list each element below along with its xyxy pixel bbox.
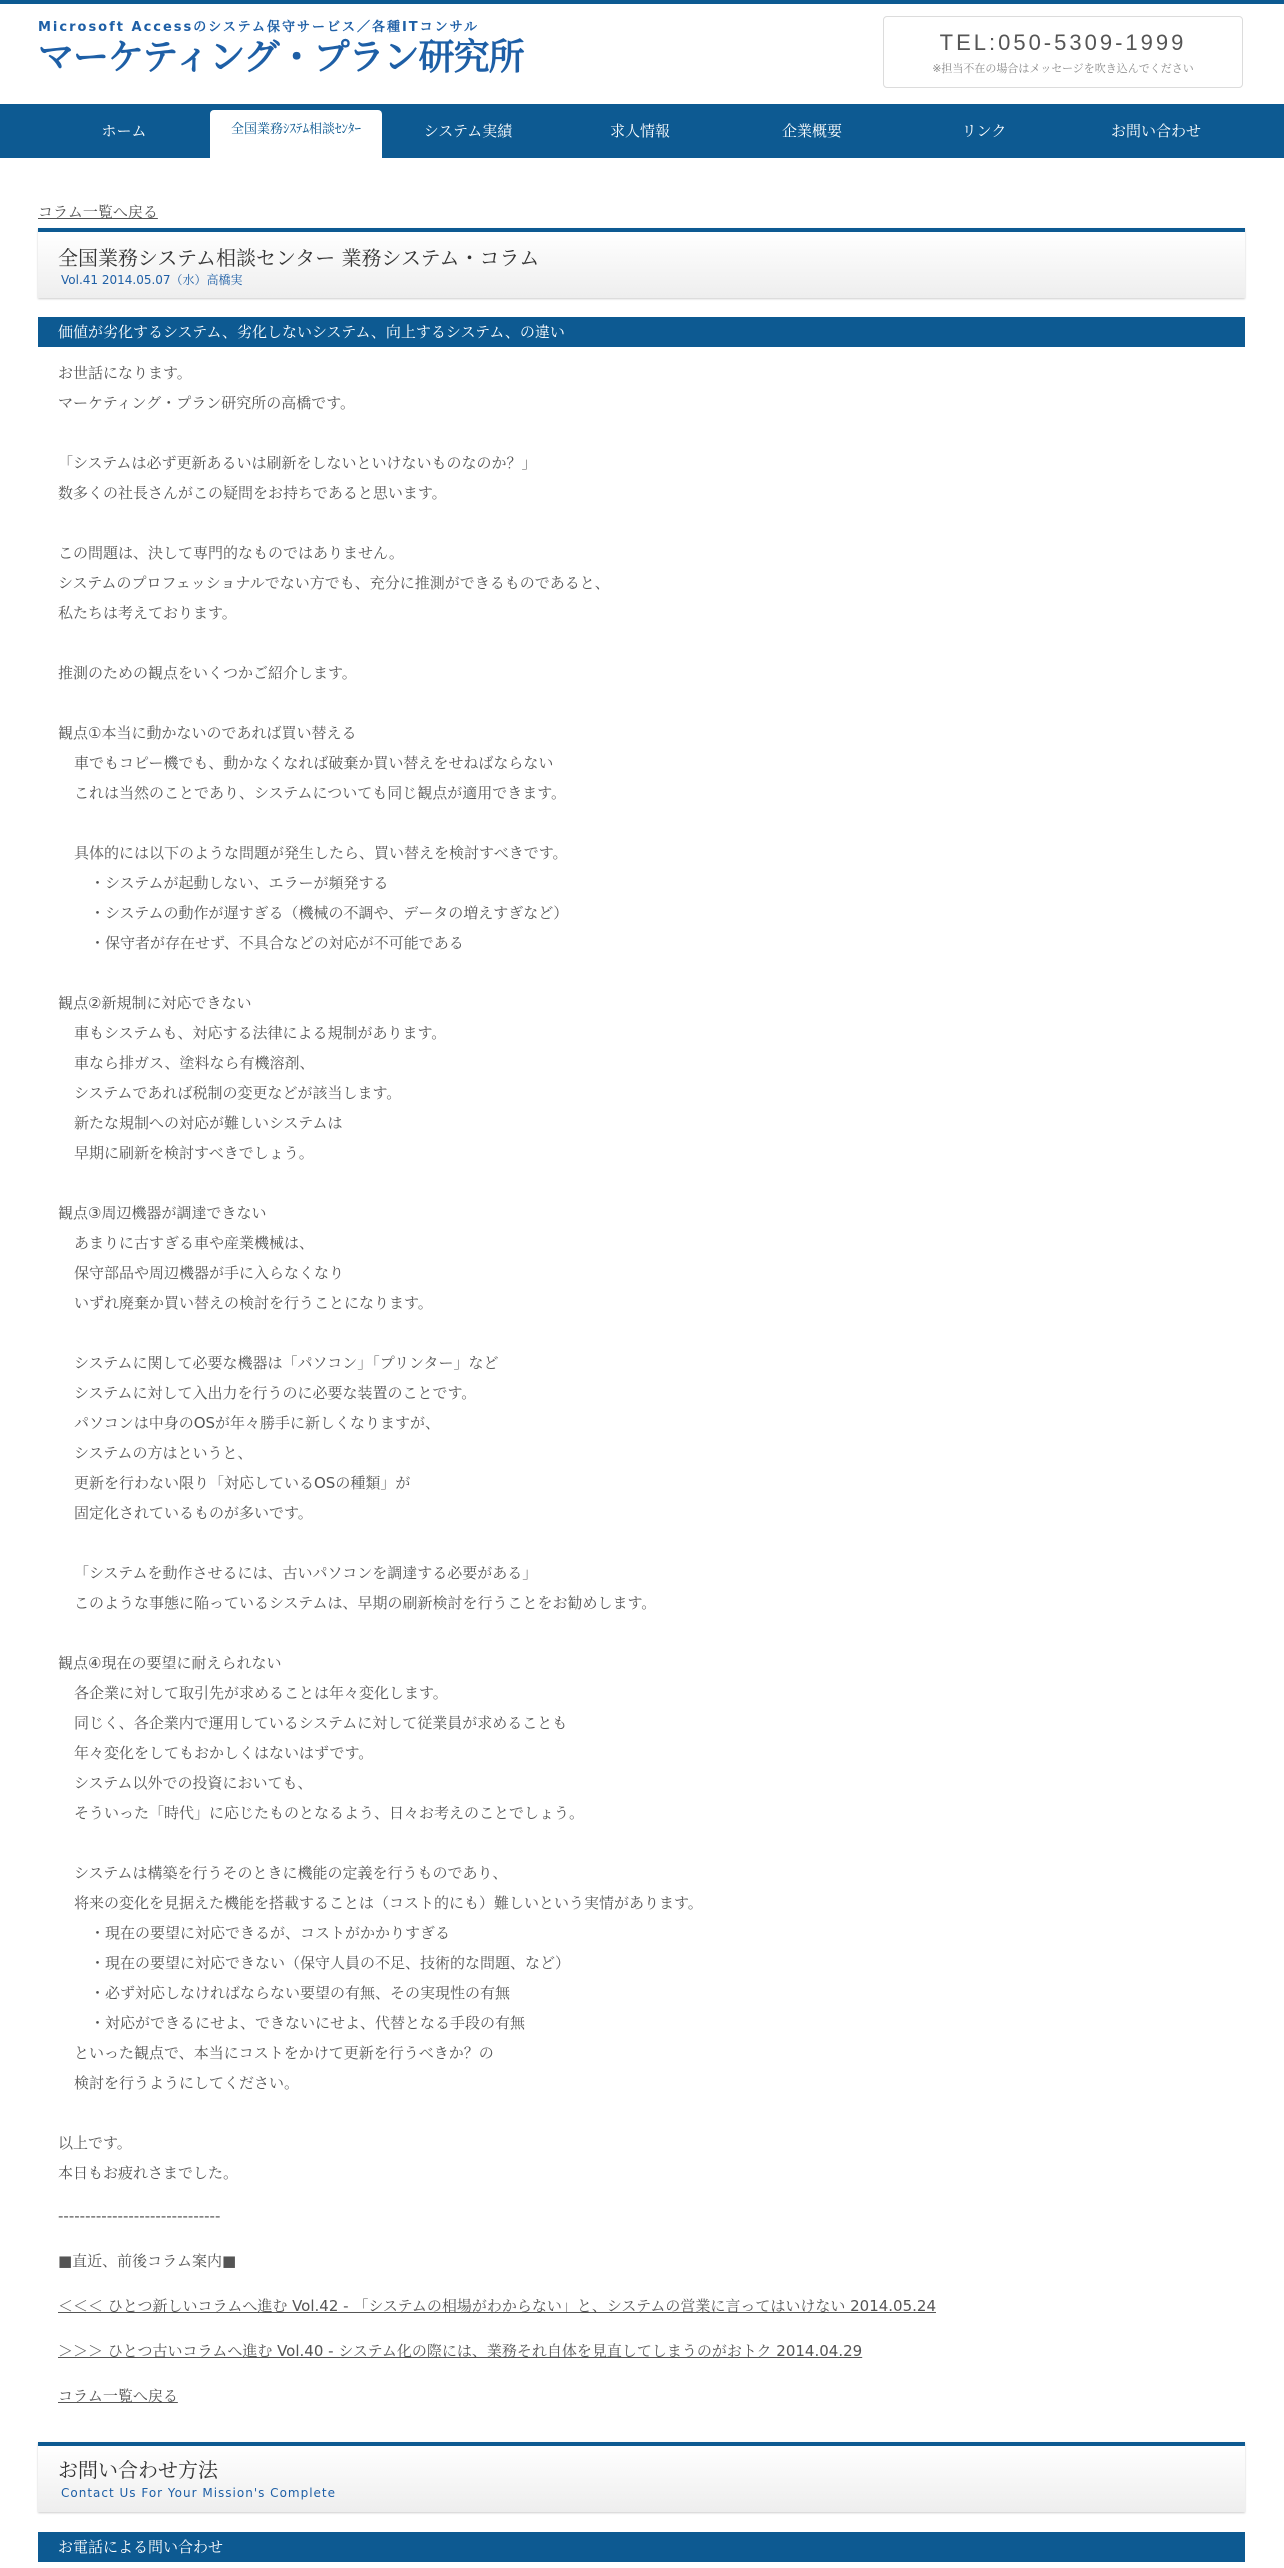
next-column-link[interactable]: ＜＜＜ ひとつ新しいコラムへ進む Vol.42 - 「システムの相場がわからない」と、システムの営業に言ってはいけない 2014.05.24 bbox=[58, 2297, 936, 2315]
body-line: 本日もお疲れさまでした。 bbox=[58, 2164, 239, 2182]
body-line: 年々変化をしてもおかしくはないはずです。 bbox=[74, 1744, 374, 1762]
body-line: 新たな規制への対応が難しいシステムは bbox=[74, 1114, 343, 1132]
body-line: 車でもコピー機でも、動かなくなれば破棄か買い替えをせねばならない bbox=[74, 754, 554, 772]
body-line: パソコンは中身のOSが年々勝手に新しくなりますが、 bbox=[74, 1414, 441, 1432]
article-title-box bbox=[38, 228, 1245, 298]
body-line: このような事態に陥っているシステムは、早期の刷新検討を行うことをお勧めします。 bbox=[74, 1594, 657, 1612]
body-line bbox=[58, 2098, 1238, 2128]
body-line: システム以外での投資においても、 bbox=[74, 1774, 313, 1792]
body-line bbox=[58, 688, 1238, 718]
body-line: 検討を行うようにしてください。 bbox=[74, 2074, 300, 2092]
logo-subtitle: Microsoft Accessのシステム保守サービス／各種ITコンサル bbox=[38, 20, 480, 35]
body-line bbox=[58, 1168, 1238, 1198]
body-line: そういった「時代」に応じたものとなるよう、日々お考えのことでしょう。 bbox=[74, 1804, 585, 1822]
separator-line: ------------------------------ bbox=[58, 2207, 221, 2225]
nav-system-results[interactable]: システム実績 bbox=[423, 122, 513, 140]
article-title: 全国業務システム相談センター 業務システム・コラム bbox=[58, 246, 540, 270]
body-line bbox=[58, 508, 1238, 538]
body-line: 私たちは考えております。 bbox=[58, 604, 237, 622]
body-line: ・現在の要望に対応できない（保守人員の不足、技術的な問題、など） bbox=[90, 1954, 571, 1972]
body-line: ・保守者が存在せず、不具合などの対応が不可能である bbox=[90, 934, 464, 952]
body-line bbox=[58, 1618, 1238, 1648]
nav-home[interactable]: ホーム bbox=[101, 122, 147, 140]
body-line: 観点②新規制に対応できない bbox=[58, 994, 252, 1012]
body-line: ・システムが起動しない、エラーが頻発する bbox=[90, 874, 389, 892]
nav-consult-center[interactable]: 全国業務ｼｽﾃﾑ相談ｾﾝﾀｰ bbox=[210, 110, 382, 158]
nav-contact[interactable]: お問い合わせ bbox=[1110, 122, 1201, 140]
body-line: 観点③周辺機器が調達できない bbox=[58, 1204, 267, 1222]
main-nav bbox=[0, 104, 1284, 158]
body-line: ・必ず対応しなければならない要望の有無、その実現性の有無 bbox=[90, 1984, 511, 2002]
body-line: 固定化されているものが多いです。 bbox=[74, 1504, 313, 1522]
body-line: 車もシステムも、対応する法律による規制があります。 bbox=[74, 1024, 447, 1042]
body-line: システムであれば税制の変更などが該当します。 bbox=[74, 1084, 402, 1102]
column-nav-heading: ■直近、前後コラム案内■ bbox=[58, 2252, 237, 2270]
contact-title: お問い合わせ方法 bbox=[58, 2458, 218, 2482]
body-line: 車なら排ガス、塗料なら有機溶剤、 bbox=[74, 1054, 315, 1072]
nav-company[interactable]: 企業概要 bbox=[781, 122, 842, 140]
body-line: システムに関して必要な機器は「パソコン」「プリンター」など bbox=[74, 1354, 499, 1372]
body-line bbox=[58, 628, 1238, 658]
body-line: 将来の変化を見据えた機能を搭載することは（コスト的にも）難しいという実情があります。 bbox=[74, 1894, 703, 1912]
body-line: 保守部品や周辺機器が手に入らなくなり bbox=[74, 1264, 345, 1282]
body-line bbox=[58, 418, 1238, 448]
body-line: 観点④現在の要望に耐えられない bbox=[58, 1654, 282, 1672]
body-line: この問題は、決して専門的なものではありません。 bbox=[58, 544, 404, 562]
body-line: ・対応ができるにせよ、できないにせよ、代替となる手段の有無 bbox=[90, 2014, 526, 2032]
contact-subtitle: Contact Us For Your Mission's Complete bbox=[61, 2486, 337, 2500]
site-logo[interactable] bbox=[38, 20, 524, 80]
body-line: 同じく、各企業内で運用しているシステムに対して従業員が求めることも bbox=[74, 1714, 568, 1732]
body-line: いずれ廃棄か買い替えの検討を行うことになります。 bbox=[74, 1294, 433, 1312]
body-line: 数多くの社長さんがこの疑問をお持ちであると思います。 bbox=[58, 484, 447, 502]
nav-recruit[interactable]: 求人情報 bbox=[609, 122, 670, 140]
body-line: 早期に刷新を検討すべきでしょう。 bbox=[74, 1144, 314, 1162]
body-line: 「システムは必ず更新あるいは刷新をしないといけないものなのか？」 bbox=[58, 454, 537, 472]
body-line bbox=[58, 808, 1238, 838]
body-line: あまりに古すぎる車や産業機械は、 bbox=[74, 1234, 315, 1252]
back-to-column-list-link[interactable]: コラム一覧へ戻る bbox=[38, 203, 158, 221]
body-line: お世話になります。 bbox=[58, 364, 192, 382]
phone-number: TEL:050-5309-1999 bbox=[939, 30, 1187, 55]
body-line: これは当然のことであり、システムについても同じ観点が適用できます。 bbox=[74, 784, 567, 802]
article-heading: 価値が劣化するシステム、劣化しないシステム、向上するシステム、の違い bbox=[38, 317, 1245, 347]
phone-inquiry-heading: お電話による問い合わせ bbox=[38, 2532, 1245, 2562]
contact-methods-box bbox=[38, 2442, 1245, 2512]
body-line bbox=[58, 1318, 1238, 1348]
body-line: ・システムの動作が遅すぎる（機械の不調や、データの増えすぎなど） bbox=[90, 904, 569, 922]
body-line: ・現在の要望に対応できるが、コストがかかりすぎる bbox=[90, 1924, 451, 1942]
body-line: マーケティング・プラン研究所の高橋です。 bbox=[58, 394, 356, 412]
body-line bbox=[58, 1528, 1238, 1558]
body-line: 以上です。 bbox=[58, 2134, 132, 2152]
top-accent-line bbox=[0, 0, 1284, 4]
nav-links[interactable]: リンク bbox=[961, 122, 1007, 140]
body-line: 各企業に対して取引先が求めることは年々変化します。 bbox=[74, 1684, 448, 1702]
body-line: システムは構築を行うそのときに機能の定義を行うものであり、 bbox=[74, 1864, 508, 1882]
body-line: 推測のための観点をいくつかご紹介します。 bbox=[58, 664, 357, 682]
body-line: システムの方はというと、 bbox=[74, 1444, 253, 1462]
body-line: システムのプロフェッショナルでない方でも、充分に推測ができるものであると、 bbox=[58, 574, 610, 592]
body-line: といった観点で、本当にコストをかけて更新を行うべきか？の bbox=[74, 2044, 494, 2062]
body-line bbox=[58, 1828, 1238, 1858]
body-line: 具体的には以下のような問題が発生したら、買い替えを検討すべきです。 bbox=[74, 844, 568, 862]
prev-column-link[interactable]: ＞＞＞ ひとつ古いコラムへ進む Vol.40 - システム化の際には、業務それ自体を見直してしまうのがおトク 2014.04.29 bbox=[58, 2342, 863, 2360]
phone-note: ※担当不在の場合はメッセージを吹き込んでください bbox=[932, 62, 1194, 75]
body-line: 観点①本当に動かないのであれば買い替える bbox=[58, 724, 357, 742]
article-body bbox=[58, 358, 1238, 2188]
back-to-column-list-link-bottom[interactable]: コラム一覧へ戻る bbox=[58, 2387, 178, 2405]
logo-title: マーケティング・プラン研究所 bbox=[38, 37, 524, 78]
body-line: システムに対して入出力を行うのに必要な装置のことです。 bbox=[74, 1384, 477, 1402]
phone-box bbox=[883, 16, 1243, 88]
body-line: 「システムを動作させるには、古いパソコンを調達する必要がある」 bbox=[74, 1564, 538, 1582]
article-meta: Vol.41 2014.05.07（水）高橋実 bbox=[61, 273, 243, 287]
body-line bbox=[58, 958, 1238, 988]
body-line: 更新を行わない限り「対応しているOSの種類」が bbox=[74, 1474, 411, 1492]
